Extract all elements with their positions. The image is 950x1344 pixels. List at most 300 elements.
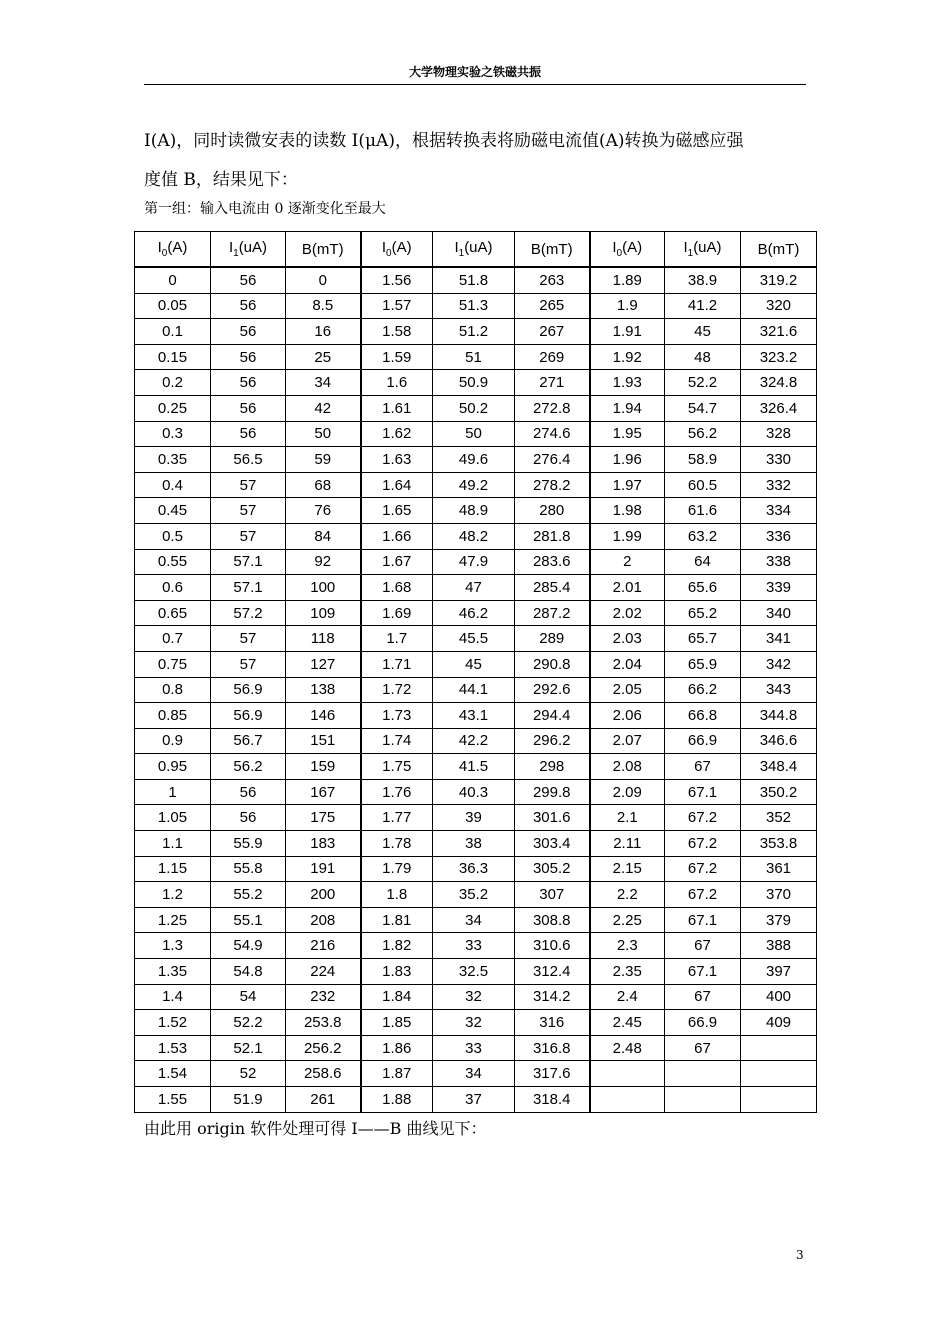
table-cell: 2.2 bbox=[590, 882, 665, 908]
table-cell: 2 bbox=[590, 549, 665, 575]
table-cell: 151 bbox=[286, 728, 361, 754]
table-cell: 56 bbox=[211, 267, 286, 293]
table-cell: 66.9 bbox=[665, 1010, 741, 1036]
table-cell: 274.6 bbox=[515, 421, 590, 447]
table-cell: 340 bbox=[741, 600, 817, 626]
table-cell: 51.9 bbox=[211, 1087, 286, 1113]
table-cell: 350.2 bbox=[741, 779, 817, 805]
table-cell: 1.96 bbox=[590, 447, 665, 473]
table-cell bbox=[665, 1087, 741, 1113]
table-cell: 33 bbox=[433, 1035, 515, 1061]
table-cell: 2.05 bbox=[590, 677, 665, 703]
table-cell: 67.1 bbox=[665, 959, 741, 985]
table-cell: 67.2 bbox=[665, 805, 741, 831]
table-cell: 0 bbox=[135, 267, 211, 293]
table-cell: 317.6 bbox=[515, 1061, 590, 1087]
table-cell: 330 bbox=[741, 447, 817, 473]
table-cell: 1.86 bbox=[361, 1035, 433, 1061]
table-cell: 67.1 bbox=[665, 779, 741, 805]
column-header bbox=[665, 232, 741, 268]
table-cell: 310.6 bbox=[515, 933, 590, 959]
table-cell: 1.74 bbox=[361, 728, 433, 754]
table-cell: 2.35 bbox=[590, 959, 665, 985]
table-cell: 285.4 bbox=[515, 575, 590, 601]
table-cell: 1.1 bbox=[135, 831, 211, 857]
table-row bbox=[135, 267, 817, 293]
table-cell: 41.2 bbox=[665, 293, 741, 319]
table-cell: 1.91 bbox=[590, 319, 665, 345]
table-row bbox=[135, 677, 817, 703]
table-cell: 49.6 bbox=[433, 447, 515, 473]
table-cell: 64 bbox=[665, 549, 741, 575]
table-cell: 1.9 bbox=[590, 293, 665, 319]
column-header-main: B(mT) bbox=[301, 240, 344, 258]
table-cell: 67 bbox=[665, 984, 741, 1010]
table-cell: 346.6 bbox=[741, 728, 817, 754]
column-header-main: I bbox=[157, 239, 162, 256]
table-cell: 258.6 bbox=[286, 1061, 361, 1087]
table-row bbox=[135, 856, 817, 882]
table-cell: 63.2 bbox=[665, 523, 741, 549]
table-cell: 253.8 bbox=[286, 1010, 361, 1036]
table-cell: 344.8 bbox=[741, 703, 817, 729]
table-cell: 0.65 bbox=[135, 600, 211, 626]
table-cell: 39 bbox=[433, 805, 515, 831]
table-cell: 56 bbox=[211, 421, 286, 447]
table-cell: 34 bbox=[433, 907, 515, 933]
table-cell: 216 bbox=[286, 933, 361, 959]
table-cell: 37 bbox=[433, 1087, 515, 1113]
table-cell: 32 bbox=[433, 984, 515, 1010]
table-row bbox=[135, 1087, 817, 1113]
table-row bbox=[135, 523, 817, 549]
table-cell: 280 bbox=[515, 498, 590, 524]
table-cell: 332 bbox=[741, 472, 817, 498]
table-cell: 2.03 bbox=[590, 626, 665, 652]
table-cell: 68 bbox=[286, 472, 361, 498]
table-cell: 1.53 bbox=[135, 1035, 211, 1061]
table-cell: 305.2 bbox=[515, 856, 590, 882]
table-cell: 0.2 bbox=[135, 370, 211, 396]
table-cell: 84 bbox=[286, 523, 361, 549]
table-cell: 52.1 bbox=[211, 1035, 286, 1061]
table-row bbox=[135, 728, 817, 754]
table-cell: 0 bbox=[286, 267, 361, 293]
table-cell: 50 bbox=[286, 421, 361, 447]
table-cell: 352 bbox=[741, 805, 817, 831]
table-cell: 1.98 bbox=[590, 498, 665, 524]
table-header-row bbox=[135, 232, 817, 268]
table-cell: 2.02 bbox=[590, 600, 665, 626]
table-cell: 67 bbox=[665, 754, 741, 780]
table-cell: 370 bbox=[741, 882, 817, 908]
table-cell: 336 bbox=[741, 523, 817, 549]
table-cell: 56.2 bbox=[665, 421, 741, 447]
table-cell: 159 bbox=[286, 754, 361, 780]
table-cell: 66.2 bbox=[665, 677, 741, 703]
table-cell: 57 bbox=[211, 498, 286, 524]
table-cell: 2.1 bbox=[590, 805, 665, 831]
table-cell: 46.2 bbox=[433, 600, 515, 626]
table-cell: 0.3 bbox=[135, 421, 211, 447]
table-cell: 1.67 bbox=[361, 549, 433, 575]
table-cell: 57 bbox=[211, 651, 286, 677]
table-row bbox=[135, 600, 817, 626]
table-cell: 51.3 bbox=[433, 293, 515, 319]
table-cell: 1.89 bbox=[590, 267, 665, 293]
table-cell: 289 bbox=[515, 626, 590, 652]
table-cell: 55.9 bbox=[211, 831, 286, 857]
column-header-unit: (A) bbox=[167, 239, 188, 256]
column-header-subscript: 1 bbox=[687, 248, 694, 259]
table-cell: 66.8 bbox=[665, 703, 741, 729]
column-header-subscript: 1 bbox=[458, 248, 465, 259]
table-cell: 303.4 bbox=[515, 831, 590, 857]
table-cell bbox=[741, 1061, 817, 1087]
table-cell: 56.7 bbox=[211, 728, 286, 754]
table-cell: 1.35 bbox=[135, 959, 211, 985]
table-cell: 109 bbox=[286, 600, 361, 626]
table-cell: 54.7 bbox=[665, 395, 741, 421]
table-row bbox=[135, 1061, 817, 1087]
table-cell: 38 bbox=[433, 831, 515, 857]
table-cell: 1.92 bbox=[590, 344, 665, 370]
table-cell: 50.9 bbox=[433, 370, 515, 396]
table-cell: 400 bbox=[741, 984, 817, 1010]
table-cell: 191 bbox=[286, 856, 361, 882]
table-cell: 312.4 bbox=[515, 959, 590, 985]
table-cell: 0.25 bbox=[135, 395, 211, 421]
table-cell: 1.76 bbox=[361, 779, 433, 805]
column-header bbox=[135, 232, 211, 268]
table-row bbox=[135, 882, 817, 908]
table-cell: 138 bbox=[286, 677, 361, 703]
table-cell: 0.5 bbox=[135, 523, 211, 549]
column-header bbox=[286, 232, 361, 268]
table-cell: 56.9 bbox=[211, 677, 286, 703]
table-cell: 276.4 bbox=[515, 447, 590, 473]
table-cell: 67.2 bbox=[665, 856, 741, 882]
table-cell: 1.93 bbox=[590, 370, 665, 396]
table-cell: 57 bbox=[211, 523, 286, 549]
table-cell: 256.2 bbox=[286, 1035, 361, 1061]
table-cell: 56 bbox=[211, 319, 286, 345]
table-cell: 388 bbox=[741, 933, 817, 959]
table-cell: 271 bbox=[515, 370, 590, 396]
table-cell: 1.64 bbox=[361, 472, 433, 498]
table-cell: 0.35 bbox=[135, 447, 211, 473]
table-cell: 57.2 bbox=[211, 600, 286, 626]
table-cell: 1.54 bbox=[135, 1061, 211, 1087]
column-header-main: B(mT) bbox=[530, 240, 573, 258]
table-cell: 261 bbox=[286, 1087, 361, 1113]
table-cell: 1.55 bbox=[135, 1087, 211, 1113]
table-cell: 51.2 bbox=[433, 319, 515, 345]
table-cell: 1 bbox=[135, 779, 211, 805]
table-cell: 54.9 bbox=[211, 933, 286, 959]
table-cell: 1.8 bbox=[361, 882, 433, 908]
table-row bbox=[135, 293, 817, 319]
table-cell: 0.15 bbox=[135, 344, 211, 370]
table-cell: 299.8 bbox=[515, 779, 590, 805]
table-cell: 55.8 bbox=[211, 856, 286, 882]
table-cell: 2.08 bbox=[590, 754, 665, 780]
table-cell: 65.6 bbox=[665, 575, 741, 601]
column-header-main: I bbox=[683, 239, 688, 256]
table-row bbox=[135, 549, 817, 575]
table-cell: 200 bbox=[286, 882, 361, 908]
table-cell: 298 bbox=[515, 754, 590, 780]
table-cell: 2.15 bbox=[590, 856, 665, 882]
table-cell: 146 bbox=[286, 703, 361, 729]
column-header-main: I bbox=[612, 239, 617, 256]
table-cell: 38.9 bbox=[665, 267, 741, 293]
table-cell: 55.2 bbox=[211, 882, 286, 908]
table-cell: 301.6 bbox=[515, 805, 590, 831]
table-cell: 321.6 bbox=[741, 319, 817, 345]
table-body bbox=[135, 267, 817, 1112]
table-cell: 49.2 bbox=[433, 472, 515, 498]
table-cell: 34 bbox=[286, 370, 361, 396]
table-cell: 65.9 bbox=[665, 651, 741, 677]
table-cell: 76 bbox=[286, 498, 361, 524]
table-cell: 361 bbox=[741, 856, 817, 882]
table-row bbox=[135, 447, 817, 473]
table-caption: 第一组：输入电流由 0 逐渐变化至最大 bbox=[144, 201, 386, 217]
table-cell: 1.97 bbox=[590, 472, 665, 498]
table-cell: 2.11 bbox=[590, 831, 665, 857]
intro-line-1: I(A)，同时读微安表的读数 I(μA)，根据转换表将励磁电流值(A)转换为磁感应强 bbox=[144, 131, 744, 151]
table-cell: 47 bbox=[433, 575, 515, 601]
table-cell: 208 bbox=[286, 907, 361, 933]
table-cell: 323.2 bbox=[741, 344, 817, 370]
table-cell: 1.69 bbox=[361, 600, 433, 626]
table-cell: 56 bbox=[211, 779, 286, 805]
table-cell: 1.57 bbox=[361, 293, 433, 319]
table-row bbox=[135, 1010, 817, 1036]
table-cell: 1.25 bbox=[135, 907, 211, 933]
table-cell: 334 bbox=[741, 498, 817, 524]
table-cell: 57.1 bbox=[211, 575, 286, 601]
table-cell: 339 bbox=[741, 575, 817, 601]
table-row bbox=[135, 1035, 817, 1061]
table-cell: 0.75 bbox=[135, 651, 211, 677]
table-cell: 56.9 bbox=[211, 703, 286, 729]
table-cell: 316 bbox=[515, 1010, 590, 1036]
table-cell: 348.4 bbox=[741, 754, 817, 780]
table-cell: 397 bbox=[741, 959, 817, 985]
table-cell: 0.45 bbox=[135, 498, 211, 524]
table-cell: 66.9 bbox=[665, 728, 741, 754]
table-cell: 338 bbox=[741, 549, 817, 575]
table-row bbox=[135, 370, 817, 396]
table-cell: 1.88 bbox=[361, 1087, 433, 1113]
data-table bbox=[134, 231, 817, 1113]
table-cell: 0.1 bbox=[135, 319, 211, 345]
intro-line-2: 度值 B，结果见下： bbox=[144, 170, 298, 190]
table-cell bbox=[590, 1087, 665, 1113]
table-cell: 2.4 bbox=[590, 984, 665, 1010]
table-cell: 1.94 bbox=[590, 395, 665, 421]
table-cell: 0.8 bbox=[135, 677, 211, 703]
table-cell: 32.5 bbox=[433, 959, 515, 985]
column-header bbox=[211, 232, 286, 268]
table-cell: 48.9 bbox=[433, 498, 515, 524]
table-cell: 1.56 bbox=[361, 267, 433, 293]
table-cell: 50.2 bbox=[433, 395, 515, 421]
table-cell: 67 bbox=[665, 1035, 741, 1061]
table-cell: 283.6 bbox=[515, 549, 590, 575]
table-cell: 294.4 bbox=[515, 703, 590, 729]
table-cell: 1.71 bbox=[361, 651, 433, 677]
table-cell: 1.79 bbox=[361, 856, 433, 882]
table-cell: 292.6 bbox=[515, 677, 590, 703]
table-cell: 290.8 bbox=[515, 651, 590, 677]
table-cell: 1.05 bbox=[135, 805, 211, 831]
table-row bbox=[135, 421, 817, 447]
table-row bbox=[135, 472, 817, 498]
page-number: 3 bbox=[796, 1248, 804, 1262]
column-header-subscript: 0 bbox=[161, 248, 168, 259]
table-cell: 52 bbox=[211, 1061, 286, 1087]
table-cell: 56 bbox=[211, 344, 286, 370]
table-cell: 1.75 bbox=[361, 754, 433, 780]
table-cell: 1.84 bbox=[361, 984, 433, 1010]
table-cell: 1.77 bbox=[361, 805, 433, 831]
table-cell: 1.2 bbox=[135, 882, 211, 908]
table-cell: 296.2 bbox=[515, 728, 590, 754]
table-cell: 272.8 bbox=[515, 395, 590, 421]
table-row bbox=[135, 498, 817, 524]
table-cell: 56.5 bbox=[211, 447, 286, 473]
table-cell: 324.8 bbox=[741, 370, 817, 396]
table-cell bbox=[741, 1087, 817, 1113]
table-cell: 41.5 bbox=[433, 754, 515, 780]
table-cell: 0.6 bbox=[135, 575, 211, 601]
table-cell: 59 bbox=[286, 447, 361, 473]
table-cell: 51.8 bbox=[433, 267, 515, 293]
table-cell: 2.06 bbox=[590, 703, 665, 729]
column-header bbox=[433, 232, 515, 268]
table-row bbox=[135, 805, 817, 831]
table-cell: 320 bbox=[741, 293, 817, 319]
table-cell: 167 bbox=[286, 779, 361, 805]
table-row bbox=[135, 344, 817, 370]
table-cell: 1.61 bbox=[361, 395, 433, 421]
table-cell: 67.2 bbox=[665, 831, 741, 857]
table-cell: 353.8 bbox=[741, 831, 817, 857]
column-header-unit: (A) bbox=[622, 239, 643, 256]
table-cell: 1.62 bbox=[361, 421, 433, 447]
column-header-subscript: 1 bbox=[233, 248, 239, 259]
table-row bbox=[135, 831, 817, 857]
table-cell: 57.1 bbox=[211, 549, 286, 575]
table-cell: 278.2 bbox=[515, 472, 590, 498]
table-cell: 56 bbox=[211, 293, 286, 319]
table-cell: 36.3 bbox=[433, 856, 515, 882]
table-cell: 35.2 bbox=[433, 882, 515, 908]
table-cell: 307 bbox=[515, 882, 590, 908]
table-cell: 56 bbox=[211, 395, 286, 421]
table-cell: 118 bbox=[286, 626, 361, 652]
column-header bbox=[515, 232, 590, 268]
table-cell: 92 bbox=[286, 549, 361, 575]
table-cell: 1.72 bbox=[361, 677, 433, 703]
column-header-main: I bbox=[381, 239, 387, 256]
table-cell: 45.5 bbox=[433, 626, 515, 652]
table-cell: 58.9 bbox=[665, 447, 741, 473]
table-cell: 281.8 bbox=[515, 523, 590, 549]
column-header-unit: (uA) bbox=[464, 239, 493, 256]
table-cell: 2.45 bbox=[590, 1010, 665, 1036]
table-cell: 67.2 bbox=[665, 882, 741, 908]
table-cell: 0.55 bbox=[135, 549, 211, 575]
table-cell: 0.85 bbox=[135, 703, 211, 729]
table-cell: 1.66 bbox=[361, 523, 433, 549]
table-cell: 263 bbox=[515, 267, 590, 293]
table-cell: 1.6 bbox=[361, 370, 433, 396]
table-cell: 2.09 bbox=[590, 779, 665, 805]
table-cell: 2.04 bbox=[590, 651, 665, 677]
table-cell: 54 bbox=[211, 984, 286, 1010]
table-cell: 56 bbox=[211, 370, 286, 396]
table-cell: 40.3 bbox=[433, 779, 515, 805]
table-cell: 65.7 bbox=[665, 626, 741, 652]
table-cell: 287.2 bbox=[515, 600, 590, 626]
table-cell: 1.78 bbox=[361, 831, 433, 857]
table-cell: 54.8 bbox=[211, 959, 286, 985]
table-cell: 183 bbox=[286, 831, 361, 857]
table-cell: 316.8 bbox=[515, 1035, 590, 1061]
table-cell: 1.85 bbox=[361, 1010, 433, 1036]
table-cell: 56.2 bbox=[211, 754, 286, 780]
table-cell: 0.7 bbox=[135, 626, 211, 652]
table-cell: 8.5 bbox=[286, 293, 361, 319]
table-cell: 1.15 bbox=[135, 856, 211, 882]
table-cell: 32 bbox=[433, 1010, 515, 1036]
table-cell: 45 bbox=[665, 319, 741, 345]
table-cell: 100 bbox=[286, 575, 361, 601]
column-header-main: I bbox=[454, 239, 459, 256]
table-cell: 1.59 bbox=[361, 344, 433, 370]
table-cell: 319.2 bbox=[741, 267, 817, 293]
table-cell: 1.99 bbox=[590, 523, 665, 549]
table-cell: 57 bbox=[211, 626, 286, 652]
table-cell: 48 bbox=[665, 344, 741, 370]
column-header-main: B(mT) bbox=[757, 240, 800, 258]
table-cell: 67.1 bbox=[665, 907, 741, 933]
table-cell: 55.1 bbox=[211, 907, 286, 933]
table-cell: 48.2 bbox=[433, 523, 515, 549]
table-cell: 47.9 bbox=[433, 549, 515, 575]
table-cell: 326.4 bbox=[741, 395, 817, 421]
table-cell: 267 bbox=[515, 319, 590, 345]
table-cell: 265 bbox=[515, 293, 590, 319]
table-cell: 175 bbox=[286, 805, 361, 831]
table-row bbox=[135, 984, 817, 1010]
table-cell bbox=[741, 1035, 817, 1061]
table-cell: 2.25 bbox=[590, 907, 665, 933]
table-cell: 50 bbox=[433, 421, 515, 447]
column-header-unit: (uA) bbox=[238, 239, 268, 256]
table-cell: 57 bbox=[211, 472, 286, 498]
table-cell: 409 bbox=[741, 1010, 817, 1036]
table-cell: 56 bbox=[211, 805, 286, 831]
table-cell: 314.2 bbox=[515, 984, 590, 1010]
column-header-subscript: 0 bbox=[616, 248, 623, 259]
table-cell: 43.1 bbox=[433, 703, 515, 729]
table-row bbox=[135, 754, 817, 780]
